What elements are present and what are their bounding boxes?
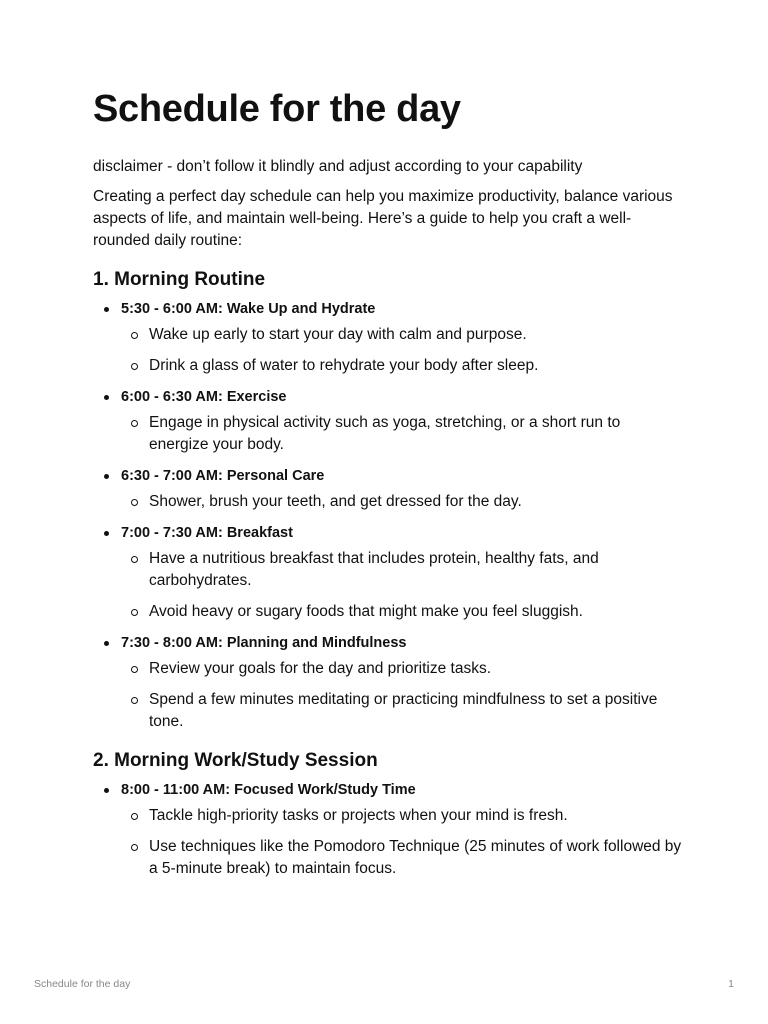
activity-item: Drink a glass of water to rehydrate your body after sleep. (93, 355, 683, 377)
schedule-block (93, 298, 683, 377)
document-page (93, 86, 683, 889)
activity-item: Avoid heavy or sugary foods that might make you feel sluggish. (93, 601, 683, 623)
activity-item: Shower, brush your teeth, and get dressed for the day. (93, 491, 683, 513)
schedule-block (93, 779, 683, 880)
schedule-block-list (93, 298, 683, 733)
activity-item: Wake up early to start your day with calm and purpose. (93, 324, 683, 346)
activity-item: Review your goals for the day and prioritize tasks. (93, 658, 683, 680)
sections-container (93, 268, 683, 880)
time-block-label: 5:30 - 6:00 AM: Wake Up and Hydrate (93, 298, 683, 320)
intro-paragraph: Creating a perfect day schedule can help you maximize productivity, balance various aspects of life, and maintain well-being. Here’s a guide to help you craft a well-rounded daily routine: (93, 188, 673, 249)
activity-list (93, 324, 683, 377)
activity-item: Spend a few minutes meditating or practicing mindfulness to set a positive tone. (93, 689, 683, 733)
schedule-block (93, 386, 683, 456)
section-heading: 1. Morning Routine (93, 269, 266, 290)
time-block-label: 8:00 - 11:00 AM: Focused Work/Study Time (93, 779, 683, 801)
activity-list (93, 412, 683, 456)
schedule-block-list (93, 779, 683, 880)
section-heading: 2. Morning Work/Study Session (93, 750, 378, 771)
activity-item: Tackle high-priority tasks or projects when your mind is fresh. (93, 805, 683, 827)
activity-item: Have a nutritious breakfast that includes protein, healthy fats, and carbohydrates. (93, 548, 683, 592)
footer-page-number: 1 (728, 978, 734, 990)
time-block-label: 6:00 - 6:30 AM: Exercise (93, 386, 683, 408)
page-title: Schedule for the day (93, 88, 461, 130)
schedule-block (93, 465, 683, 513)
activity-item: Engage in physical activity such as yoga, stretching, or a short run to energize your body. (93, 412, 683, 456)
activity-item: Use techniques like the Pomodoro Technique (25 minutes of work followed by a 5-minute break) to maintain focus. (93, 836, 683, 880)
disclaimer-text: disclaimer - don’t follow it blindly and adjust according to your capability (93, 158, 583, 175)
activity-list (93, 491, 683, 513)
schedule-block (93, 632, 683, 733)
activity-list (93, 805, 683, 880)
time-block-label: 6:30 - 7:00 AM: Personal Care (93, 465, 683, 487)
time-block-label: 7:00 - 7:30 AM: Breakfast (93, 522, 683, 544)
time-block-label: 7:30 - 8:00 AM: Planning and Mindfulness (93, 632, 683, 654)
footer-title: Schedule for the day (34, 978, 131, 990)
activity-list (93, 658, 683, 733)
schedule-block (93, 522, 683, 623)
activity-list (93, 548, 683, 623)
